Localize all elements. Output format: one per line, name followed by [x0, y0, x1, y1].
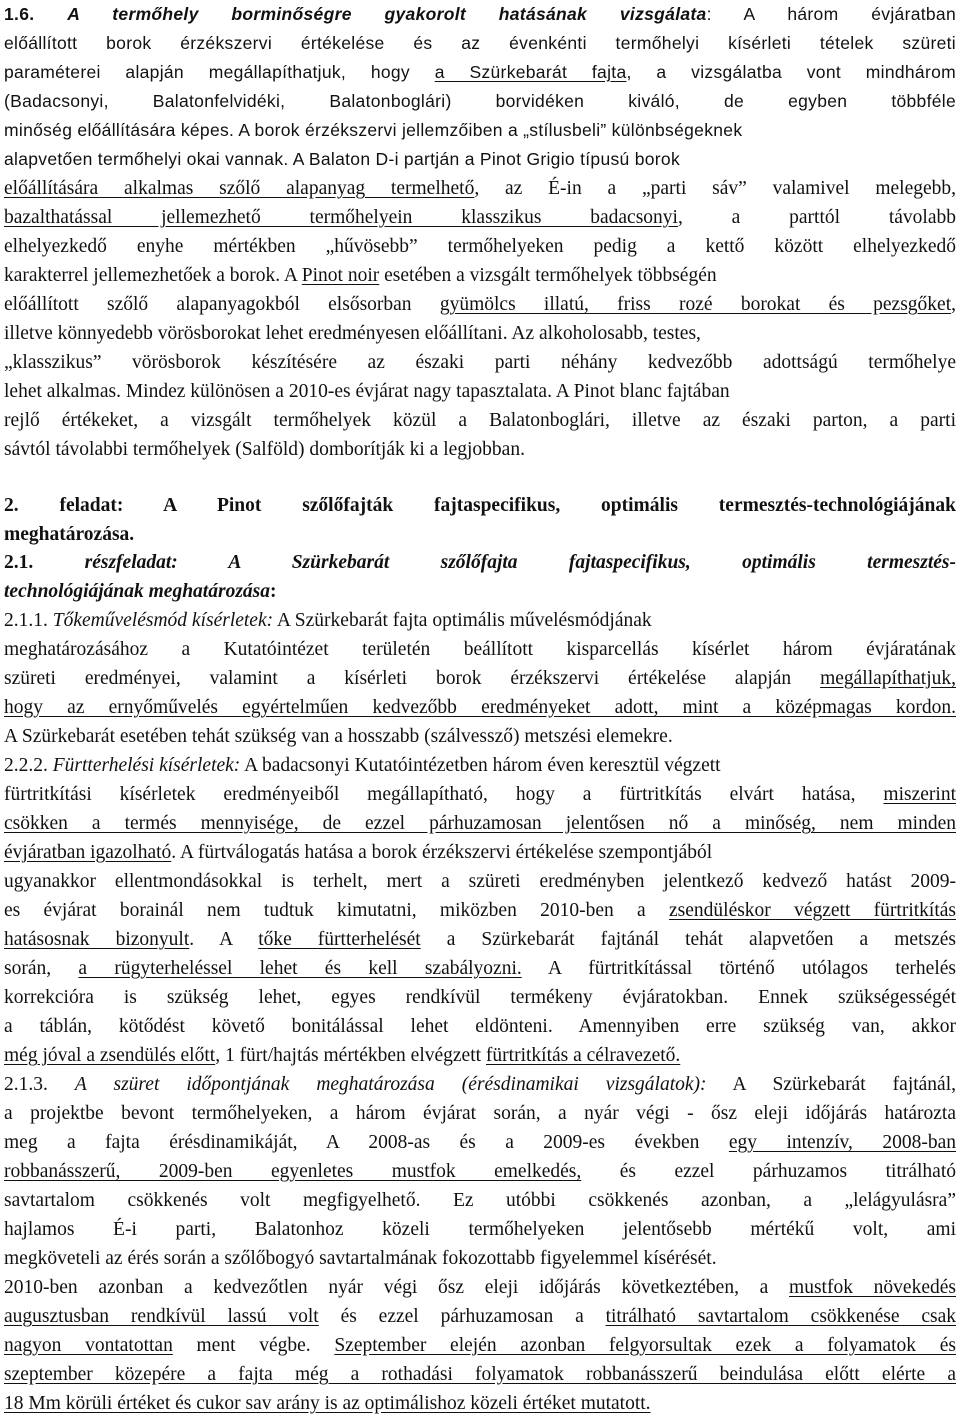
text-line — [4, 693, 956, 722]
text-segment: „klasszikus” vörösborok készítésére az északi parti néhány kedvezőbb adottságú termőhelye — [4, 352, 956, 373]
text-segment: szüreti eredményei, valamint a kísérleti borok érzékszervi értékelése alapján — [4, 668, 821, 689]
text-line — [4, 1244, 956, 1273]
text-segment: meghatározása. — [4, 524, 135, 545]
text-segment: A Balaton D-i partján a Pinot Grigio típusú borok — [292, 149, 681, 169]
text-line — [4, 58, 956, 87]
text-segment: 2.1. — [4, 552, 85, 573]
text-segment: A borok érzékszervi jellemzőiben a „stílusbeli” különbségeknek — [238, 120, 743, 140]
text-segment: előállított szőlő alapanyagokból elsősorban — [4, 294, 440, 315]
text-segment: és ezzel párhuzamos titrálható — [581, 1161, 956, 1182]
text-line — [4, 174, 956, 203]
text-segment: 2.2.2. — [4, 755, 53, 776]
text-line — [4, 290, 956, 319]
text-segment: A termőhely borminőségre gyakorolt hatásának vizsgálata — [67, 4, 707, 24]
text-line — [4, 1157, 956, 1186]
text-segment: sávtól távolabbi termőhelyek (Salföld) domborítják ki a legjobban. — [4, 439, 525, 460]
text-segment: 2. feladat: A Pinot szőlőfajták fajtaspecifikus, optimális termesztés-technológiájának — [4, 495, 956, 516]
text-line — [4, 780, 956, 809]
text-line — [4, 1041, 956, 1070]
text-segment: A Szürkebarát fajta optimális művelésmódjának — [273, 610, 652, 631]
text-segment: csökken a termés mennyisége, de ezzel párhuzamosan jelentősen nő a minőség, nem minden — [4, 813, 956, 834]
text-segment: Tőkeművelésmód kísérletek: — [52, 610, 274, 631]
text-line — [4, 925, 956, 954]
text-segment: , a parttól távolabb — [677, 207, 956, 228]
text-segment: korrekcióra is szükség lehet, egyes rendkívül termékeny évjáratokban. Ennek szükségességét — [4, 987, 956, 1008]
text-segment: karakterrel jellemezhetőek a borok. A — [4, 265, 302, 286]
text-segment: A badacsonyi Kutatóintézetben három éven keresztül végzett — [240, 755, 721, 776]
text-segment: tőke fürtterhelését — [258, 929, 421, 950]
text-segment: titrálható savtartalom csökkenése csak — [605, 1306, 956, 1327]
text-segment: a Szürkebarát fajta — [434, 62, 627, 82]
text-segment: a projektbe bevont termőhelyeken, a három évjárat során, a nyár végi - ősz eleji időjárás határozta — [4, 1103, 956, 1124]
text-segment: a Szürkebarát fajtánál tehát alapvetően a metszés — [420, 929, 956, 950]
text-line — [4, 435, 956, 464]
text-segment: lehet alkalmas. Mindez különösen a 2010-es évjárat nagy tapasztalata. A Pinot blanc fajtában — [4, 381, 730, 402]
text-segment: a táblán, kötődést követő bonitálással lehet eldönteni. Amennyiben erre szükség van, akkor — [4, 1016, 956, 1037]
text-line — [4, 145, 956, 174]
text-line — [4, 1186, 956, 1215]
text-segment: hogy az ernyőművelés egyértelműen kedvezőbb eredményeket adott, mint a középmagas kordon. — [4, 697, 956, 718]
text-line — [4, 348, 956, 377]
text-line — [4, 983, 956, 1012]
text-line — [4, 1215, 956, 1244]
text-segment: A Szürkebarát fajtánál, — [706, 1074, 956, 1095]
text-line — [4, 491, 956, 520]
text-segment: (Badacsonyi, Balatonfelvidéki, Balatonboglári) borvidéken kiváló, de egyben többféle — [4, 91, 956, 111]
text-segment: robbanásszerű, 2009-ben egyenletes mustfok emelkedés, — [4, 1161, 582, 1182]
text-segment: ugyanakkor ellentmondásokkal is terhelt, mert a szüreti eredményben jelentkező kedvező hatást 2009- — [4, 871, 956, 892]
text-segment: megköveteli az érés során a szőlőbogyó savtartalmának fokozottabb figyelemmel kísérését. — [4, 1248, 717, 1269]
text-segment: A fürtritkítással történő utólagos terhelés — [521, 958, 956, 979]
text-segment: a rügyterheléssel lehet és kell szabályozni. — [78, 958, 522, 979]
text-segment: esetében a vizsgált termőhelyek többségén — [379, 265, 717, 286]
text-segment: , — [951, 294, 956, 315]
text-line — [4, 1099, 956, 1128]
text-segment: , 1 fürt/hajtás mértékben elvégzett — [215, 1045, 486, 1066]
text-segment: szeptember közepére a fajta még a rothadási folyamatok robbanásszerű beindulása előtt elérte a — [4, 1364, 956, 1385]
text-line — [4, 261, 956, 290]
text-segment: során, — [4, 958, 79, 979]
text-segment: savtartalom csökkenés volt megfigyelhető. Ez utóbbi csökkenés azonban, a „lelágyulásra” — [4, 1190, 956, 1211]
text-segment: előállítására alkalmas szőlő alapanyag termelhető — [4, 178, 475, 199]
text-segment: paraméterei alapján megállapíthatjuk, hogy — [4, 62, 435, 82]
text-segment: 2.1.1. — [4, 610, 53, 631]
text-segment: meghatározásához a Kutatóintézet területén beállított kisparcellás kísérlet három évjáratának — [4, 639, 956, 660]
text-line — [4, 87, 956, 116]
text-segment: . A fürtválogatás hatása a borok érzékszervi értékelése szempontjából — [171, 842, 713, 863]
text-segment: fürtritkítási kísérletek eredményeiből megállapítható, hogy a fürtritkítás elvárt hatása, — [4, 784, 884, 805]
text-segment: miszerint — [883, 784, 956, 805]
text-line — [4, 1360, 956, 1389]
text-line — [4, 1302, 956, 1331]
text-line — [4, 232, 956, 261]
text-segment: illetve könnyedebb vörösborokat lehet eredményesen előállítani. Az alkoholosabb, testes, — [4, 323, 701, 344]
text-segment: Szeptember elején azonban felgyorsultak ezek a folyamatok és — [334, 1335, 956, 1356]
text-segment: bazalthatással jellemezhető termőhelyein klasszikus badacsonyi — [4, 207, 678, 228]
text-segment: évjáratban igazolható — [4, 842, 172, 863]
text-line — [4, 838, 956, 867]
text-segment: alapvetően termőhelyi okai vannak. — [4, 149, 293, 169]
text-segment: , az É-in a „parti sáv” valamivel melegebb, — [474, 178, 956, 199]
text-line — [4, 896, 956, 925]
text-line — [4, 751, 956, 780]
text-segment: augusztusban rendkívül lassú volt — [4, 1306, 319, 1327]
text-line — [4, 406, 956, 435]
text-segment: 1.6. — [4, 4, 68, 24]
text-segment: minőség előállítására képes. — [4, 120, 239, 140]
text-segment: 2.1.3. — [4, 1074, 75, 1095]
text-segment: megállapíthatjuk, — [820, 668, 956, 689]
text-segment: nagyon vontatottan — [4, 1335, 173, 1356]
text-segment: részfeladat: A Szürkebarát szőlőfajta fajtaspecifikus, optimális termesztés- — [84, 552, 956, 573]
text-line — [4, 1070, 956, 1099]
text-line — [4, 0, 956, 29]
text-line — [4, 1389, 956, 1418]
text-line — [4, 664, 956, 693]
text-line — [4, 203, 956, 232]
text-line — [4, 606, 956, 635]
text-line — [4, 29, 956, 58]
text-segment: mustfok növekedés — [789, 1277, 956, 1298]
text-line — [4, 1012, 956, 1041]
text-line — [4, 319, 956, 348]
text-segment: és ezzel párhuzamosan a — [318, 1306, 606, 1327]
text-segment: hatásosnak bizonyult — [4, 929, 190, 950]
text-line — [4, 1331, 956, 1360]
text-segment: meg a fajta érésdinamikáját, A 2008-as és a 2009-es években — [4, 1132, 729, 1153]
text-segment: , a vizsgálatba vont mindhárom — [626, 62, 956, 82]
text-segment: Pinot noir — [301, 265, 380, 286]
text-segment: még jóval a zsendülés előtt — [4, 1045, 216, 1066]
text-segment: előállított borok érzékszervi értékelése és az évenkénti termőhelyi kísérleti tételek szüreti — [4, 33, 956, 53]
text-segment: fürtritkítás a célravezető. — [485, 1045, 681, 1066]
text-line — [4, 954, 956, 983]
text-segment: hajlamos É-i parti, Balatonhoz közeli termőhelyeken jelentősebb mértékű volt, ami — [4, 1219, 956, 1240]
text-segment: elhelyezkedő enyhe mértékben „hűvösebb” termőhelyeken pedig a kettő között elhelyezkedő — [4, 236, 956, 257]
text-segment: : A három évjáratban — [706, 4, 956, 24]
text-segment: . A — [189, 929, 259, 950]
text-segment: Fürtterhelési kísérletek: — [52, 755, 241, 776]
text-segment: 2010-ben azonban a kedvezőtlen nyár végi ősz eleji időjárás következtében, a — [4, 1277, 790, 1298]
text-segment: egy intenzív, 2008-ban — [728, 1132, 956, 1153]
text-segment: : — [270, 581, 277, 602]
text-line — [4, 1128, 956, 1157]
text-line — [4, 520, 956, 549]
text-line — [4, 116, 956, 145]
text-segment: ment végbe. — [172, 1335, 335, 1356]
text-line — [4, 1273, 956, 1302]
text-segment: zsendüléskor végzett fürtritkítás — [669, 900, 956, 921]
text-line — [4, 577, 956, 606]
text-segment: gyümölcs illatú, friss rozé borokat és pezsgőket — [439, 294, 952, 315]
text-segment: es évjárat borainál nem tudtuk kimutatni, miközben 2010-ben a — [4, 900, 669, 921]
text-line — [4, 722, 956, 751]
text-line — [4, 867, 956, 896]
text-segment: A szüret időpontjának meghatározása (érésdinamikai vizsgálatok): — [74, 1074, 707, 1095]
text-segment: 18 Mm körüli értéket és cukor sav arány is az optimálishoz közeli értéket mutatott. — [4, 1393, 651, 1414]
text-line — [4, 635, 956, 664]
text-line — [4, 809, 956, 838]
text-segment: A Szürkebarát esetében tehát szükség van a hosszabb (szálvessző) metszési elemekre. — [4, 726, 673, 747]
text-segment: rejlő értékeket, a vizsgált termőhelyek közül a Balatonboglári, illetve az északi parton, a parti — [4, 410, 956, 431]
text-segment: technológiájának meghatározása — [4, 581, 270, 602]
text-line — [4, 548, 956, 577]
text-line — [4, 377, 956, 406]
